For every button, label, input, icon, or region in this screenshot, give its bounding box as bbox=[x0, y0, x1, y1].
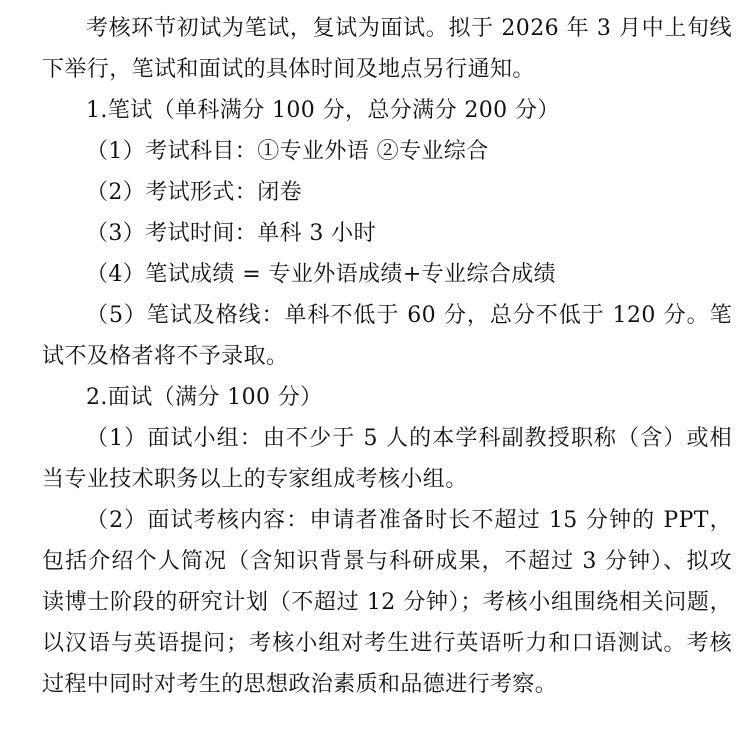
paragraph-exam-duration: （3）考试时间：单科 3 小时 bbox=[86, 221, 376, 246]
paragraph-exam-score: （4）笔试成绩 = 专业外语成绩+专业综合成绩 bbox=[86, 262, 557, 287]
paragraph-interview-heading: 2.面试（满分 100 分） bbox=[86, 385, 323, 410]
paragraph-exam-overview: 考核环节初试为笔试，复试为面试。拟于 2026 年 3 月中上旬线下举行，笔试和面试的具体时间及地点另行通知。 bbox=[42, 16, 732, 82]
paragraph-written-exam-heading: 1.笔试（单科满分 100 分，总分满分 200 分） bbox=[86, 98, 560, 123]
paragraph-exam-subjects: （1）考试科目：①专业外语 ②专业综合 bbox=[86, 139, 489, 164]
paragraph-exam-format: （2）考试形式：闭卷 bbox=[86, 180, 302, 205]
paragraph-interview-content: （2）面试考核内容：申请者准备时长不超过 15 分钟的 PPT，包括介绍个人简况（含知识背景与科研成果，不超过 3 分钟）、拟攻读博士阶段的研究计划（不超过 12 分钟）；考核小组围绕相关问题，以汉语与英语提问；考核小组对考生进行英语听力和口语测试。考核过程中同时对考生的思想政治素质和品德进行考察。 bbox=[42, 508, 732, 697]
paragraph-passing-line: （5）笔试及格线：单科不低于 60 分，总分不低于 120 分。笔试不及格者将不予录取。 bbox=[42, 303, 732, 369]
paragraph-interview-panel: （1）面试小组：由不少于 5 人的本学科副教授职称（含）或相当专业技术职务以上的专家组成考核小组。 bbox=[42, 426, 732, 492]
